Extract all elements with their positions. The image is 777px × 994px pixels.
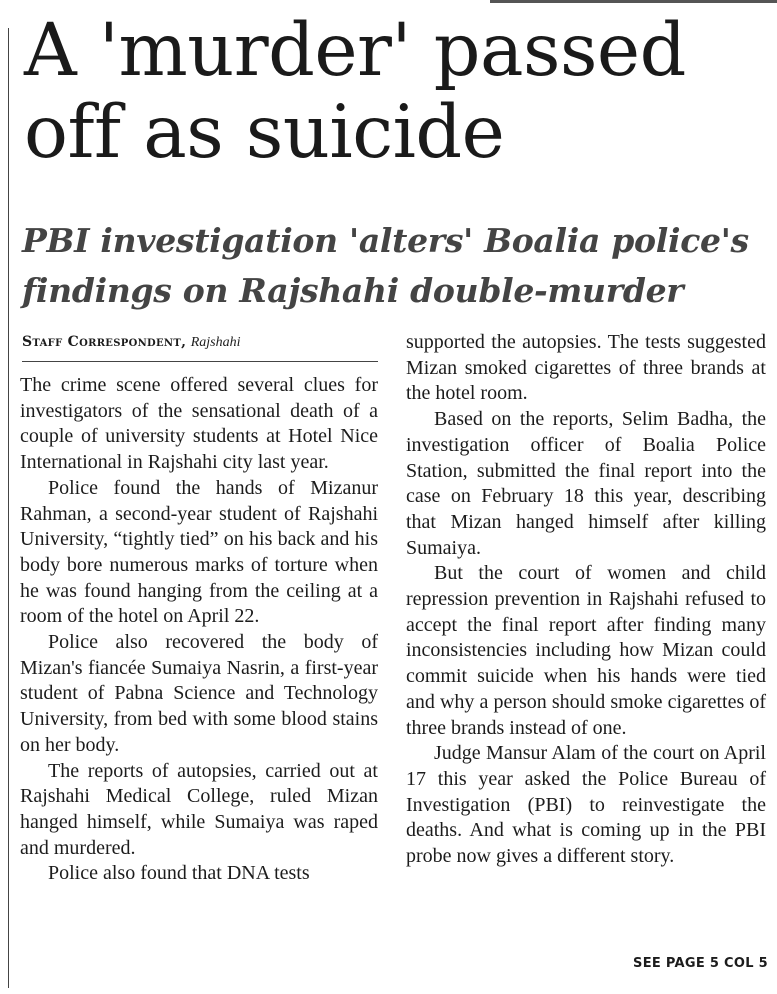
- top-rule: [490, 0, 777, 3]
- continued-jump-line: SEE PAGE 5 COL 5: [633, 956, 768, 971]
- byline-place: Rajshahi: [190, 335, 241, 350]
- byline-name: Staff Correspondent,: [22, 334, 187, 350]
- article-paragraph: But the court of women and child repression prevention in Rajshahi refused to accept the final report after finding many inconsistencies including how Mizan could commit suicide when his hands were tied and why a person should smoke cigarettes of three brands instead of one.: [406, 562, 766, 739]
- article-column-left: [20, 373, 378, 887]
- article-paragraph: Based on the reports, Selim Badha, the investigation officer of Boalia Police Station, submitted the final report into the case on February 18 this year, describing that Mizan hanged himself after killing Sumaiya.: [406, 408, 766, 559]
- article-column-right: [406, 330, 766, 870]
- article-paragraph: Police found the hands of Mizanur Rahman, a second-year student of Rajshahi University, “tightly tied” on his back and his body bore numerous marks of torture when he was found hanging from the ceiling at a room of the hotel on April 22.: [20, 476, 378, 628]
- article-paragraph: The reports of autopsies, carried out at Rajshahi Medical College, ruled Mizan hanged himself, while Sumaiya was raped and murdered.: [20, 759, 378, 859]
- subheadline: PBI investigation 'alters' Boalia police's findings on Rajshahi double-murder: [22, 221, 749, 310]
- headline: A 'murder' passed off as suicide: [24, 8, 686, 175]
- byline: [22, 333, 378, 362]
- article-paragraph: Police also recovered the body of Mizan's fiancée Sumaiya Nasrin, a first-year student of Pabna Science and Technology University, from bed with some blood stains on her body.: [20, 631, 378, 756]
- article-paragraph: supported the autopsies. The tests suggested Mizan smoked cigarettes of three brands at the hotel room.: [406, 331, 766, 405]
- article-paragraph: The crime scene offered several clues for investigators of the sensational death of a couple of university students at Hotel Nice International in Rajshahi city last year.: [20, 374, 378, 474]
- article-paragraph: Police also found that DNA tests: [48, 862, 310, 885]
- article-paragraph: Judge Mansur Alam of the court on April 17 this year asked the Police Bureau of Investigation (PBI) to reinvestigate the deaths. And what is coming up in the PBI probe now gives a different story.: [406, 742, 766, 868]
- column-rule: [8, 28, 9, 988]
